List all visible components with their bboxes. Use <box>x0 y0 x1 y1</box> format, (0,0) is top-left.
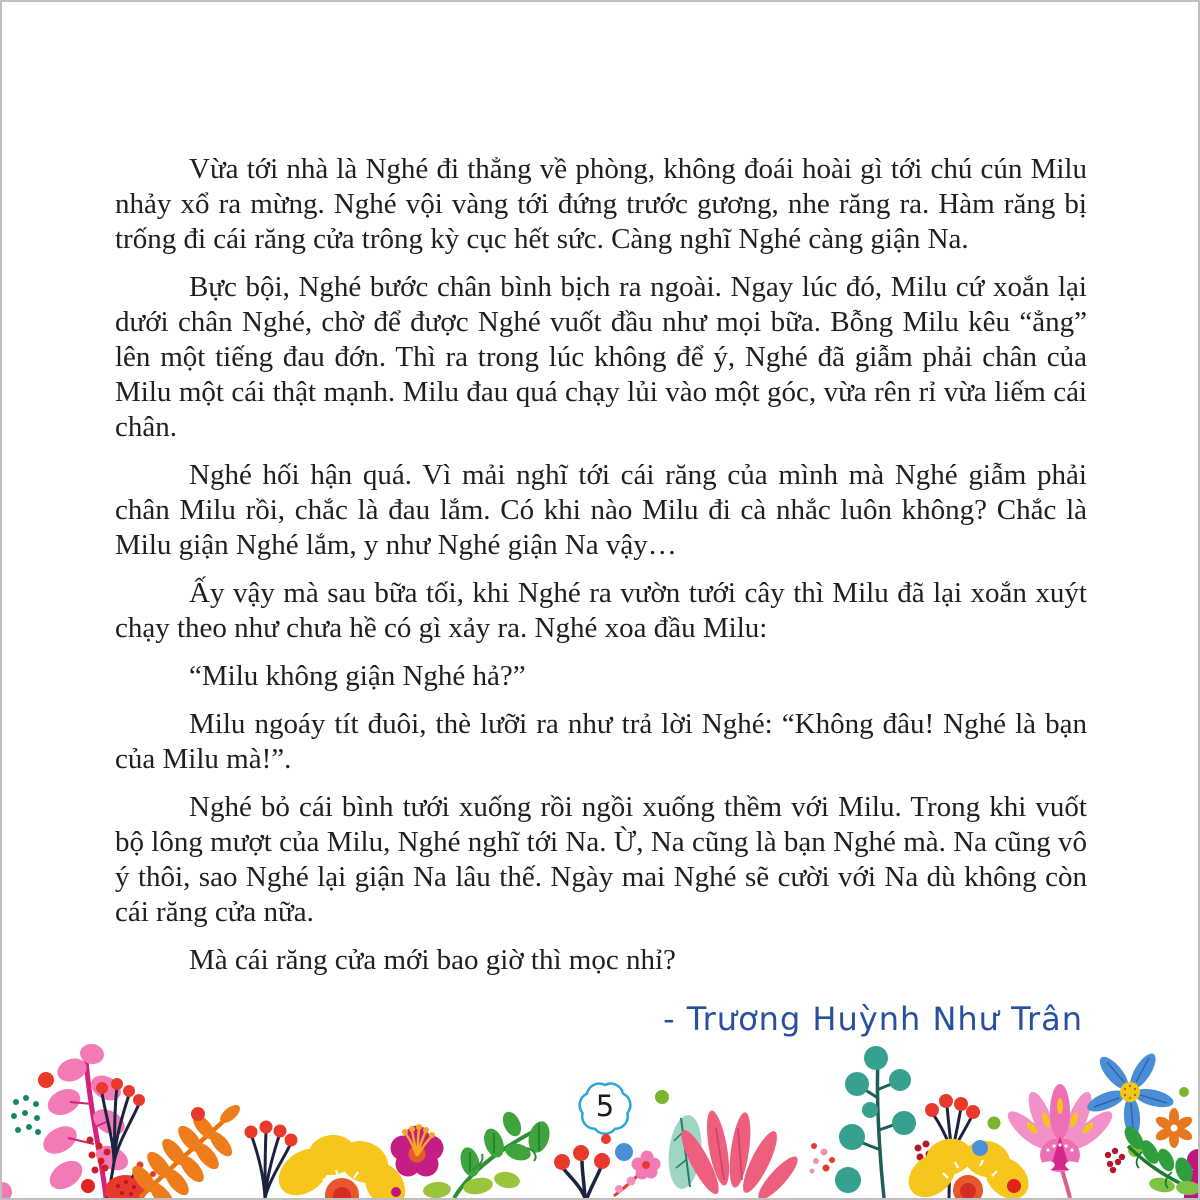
story-paragraph: Ấy vậy mà sau bữa tối, khi Nghé ra vườn tưới cây thì Milu đã lại xoắn xuýt chạy theo như chưa hề có gì xảy ra. Nghé xoa đầu Milu: <box>115 577 1087 644</box>
green-dot <box>655 1090 669 1104</box>
pink-dot-cluster <box>810 1143 836 1174</box>
orange-leaf-branch <box>128 1102 243 1198</box>
story-paragraph: Nghé hối hận quá. Vì mải nghĩ tới cái răng của mình mà Nghé giẫm phải chân Milu rồi, chắc là đau lắm. Có khi nào Milu đi cà nhắc luôn không? Chắc là Milu giận Nghé lắm, y như Nghé giận Na vậy… <box>115 459 1087 561</box>
story-paragraph: Bực bội, Nghé bước chân bình bịch ra ngoài. Ngay lúc đó, Milu cứ xoắn lại dưới chân Nghé, chờ để được Nghé vuốt đầu như mọi bữa. Bỗng Milu kêu “ẳng” lên một tiếng đau đớn. Thì ra trong lúc không để ý, Nghé đã giẫm phải chân của Milu một cái thật mạnh. Milu đau quá chạy lủi vào một góc, vừa rên rỉ vừa liếm cái chân. <box>115 271 1087 443</box>
blue-dot <box>615 1143 633 1161</box>
story-paragraph: Mà cái răng cửa mới bao giờ thì mọc nhỉ? <box>189 944 676 976</box>
story-paragraph: Vừa tới nhà là Nghé đi thẳng về phòng, không đoái hoài gì tới chú cún Milu nhảy xổ ra mừng. Nghé vội vàng tới đứng trước gương, nhe răng ra. Hàm răng bị trống đi cái răng cửa trông kỳ cục hết sức. Càng nghĩ Nghé càng giận Na. <box>115 153 1087 255</box>
pink-leaf-branch <box>38 1042 132 1198</box>
magenta-flower <box>391 1124 444 1177</box>
author-signature: - Trương Huỳnh Như Trân <box>663 1000 1083 1038</box>
story-paragraph: Nghé bỏ cái bình tưới xuống rồi ngồi xuống thềm với Milu. Trong khi vuốt bộ lông mượt của Milu, Nghé nghĩ tới Na. Ừ, Na cũng là bạn Nghé mà. Na cũng vô ý thôi, sao Nghé lại giận Na lâu thế. Ngày mai Nghé sẽ cười với Na dù không còn cái răng cửa nữa. <box>115 791 1087 928</box>
red-berry-sprig <box>554 1145 610 1198</box>
story-paragraph: Milu ngoáy tít đuôi, thè lưỡi ra như trả lời Nghé: “Không đâu! Nghé là bạn của Milu mà!”. <box>115 708 1087 775</box>
flower-border-illustration <box>2 1040 1198 1198</box>
page-number: 5 <box>595 1089 615 1123</box>
teal-dots <box>11 1095 41 1135</box>
orange-flower <box>1154 1108 1195 1148</box>
eucalyptus-branch <box>835 1046 916 1198</box>
pink-petal-edge <box>2 1182 12 1198</box>
center-accents <box>601 1090 669 1196</box>
story-text <box>115 152 1087 991</box>
story-paragraph: “Milu không giận Nghé hả?” <box>189 660 526 692</box>
